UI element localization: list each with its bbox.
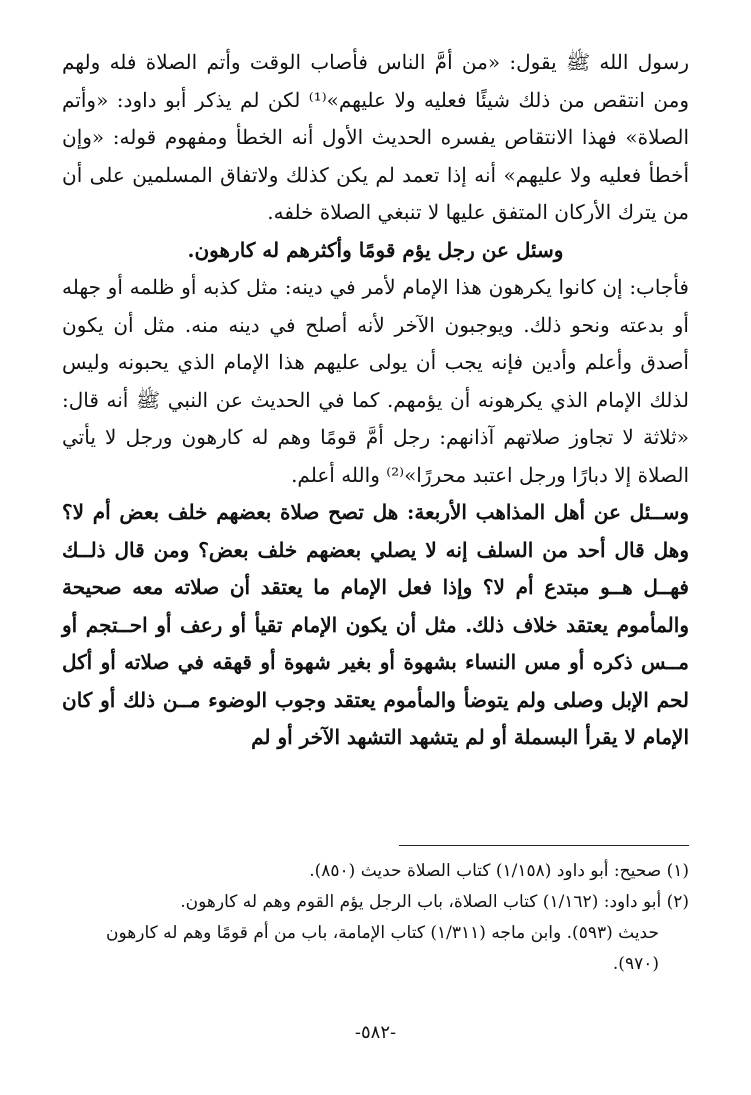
page-number: -٥٨٢-: [354, 1022, 397, 1043]
footnote-1: (١) صحيح: أبو داود (١/١٥٨) كتاب الصلاة حديث (٨٥٠).: [309, 861, 689, 881]
question-heading: وسئل عن رجل يؤم قومًا وأكثرهم له كارهون.: [187, 237, 564, 262]
main-text: [62, 44, 689, 757]
footnotes: [62, 856, 689, 980]
footnote-divider: [399, 845, 689, 846]
answer-paragraph: فأجاب: إن كانوا يكرهون هذا الإمام لأمر في دينه: مثل كذبه أو ظلمه أو جهله أو بدعته ونحو ذلك. ويوجبون الآخر لأنه أصلح في دينه منه. مثل أن يكون أصدق وأعلم وأدين فإنه يجب أن يولى عليهم هذا الإمام الذي يحبونه وليس لذلك الإمام الذي يكرهونه أن يؤمهم. كما في الحديث عن النبي ﷺ أنه قال: «ثلاثة لا تجاوز صلاتهم آذانهم: رجل أمَّ قومًا وهم له كارهون ورجل لا يأتي الصلاة إلا دبارًا ورجل اعتبد محررًا»⁽²⁾ والله أعلم.: [62, 275, 690, 487]
question-paragraph: وســئل عن أهل المذاهب الأربعة: هل تصح صلاة بعضهم خلف بعض أم لا؟ وهل قال أحد من السلف إنه لا يصلي بعضهم خلف بعض؟ ومن قال ذلــك فهــل هــو مبتدع أم لا؟ وإذا فعل الإمام ما يعتقد أن صلاته معه صحيحة والمأموم يعتقد خلاف ذلك. مثل أن يكون الإمام تقيأ أو رعف أو احــتجم أو مــس ذكره أو مس النساء بشهوة أو بغير شهوة أو قهقه في صلاته أو أكل لحم الإبل وصلى ولم يتوضأ والمأموم يعتقد وجوب الوضوء مــن ذلك أو كان الإمام لا يقرأ البسملة أو لم يتشهد التشهد الآخر أو لم: [62, 500, 689, 749]
footnote-2: (٢) أبو داود: (١/١٦٢) كتاب الصلاة، باب الرجل يؤم القوم وهم له كارهون.: [180, 892, 689, 912]
paragraph-hadith-discussion: رسول الله ﷺ يقول: «من أمَّ الناس فأصاب الوقت وأتم الصلاة فله ولهم ومن انتقص من ذلك شيئًا فعليه ولا عليهم»⁽¹⁾ لكن لم يذكر أبو داود: «وأتم الصلاة» فهذا الانتقاص يفسره الحديث الأول أنه الخطأ ومفهوم قوله: «وإن أخطأ فعليه ولا عليهم» أنه إذا تعمد لم يكن كذلك ولاتفاق المسلمين على أن من يترك الأركان المتفق عليها لا تنبغي الصلاة خلفه.: [62, 50, 690, 224]
footnote-2-continuation: حديث (٥٩٣). وابن ماجه (١/٣١١) كتاب الإمامة، باب من أم قومًا وهم له كارهون (٩٧٠).: [106, 923, 659, 974]
